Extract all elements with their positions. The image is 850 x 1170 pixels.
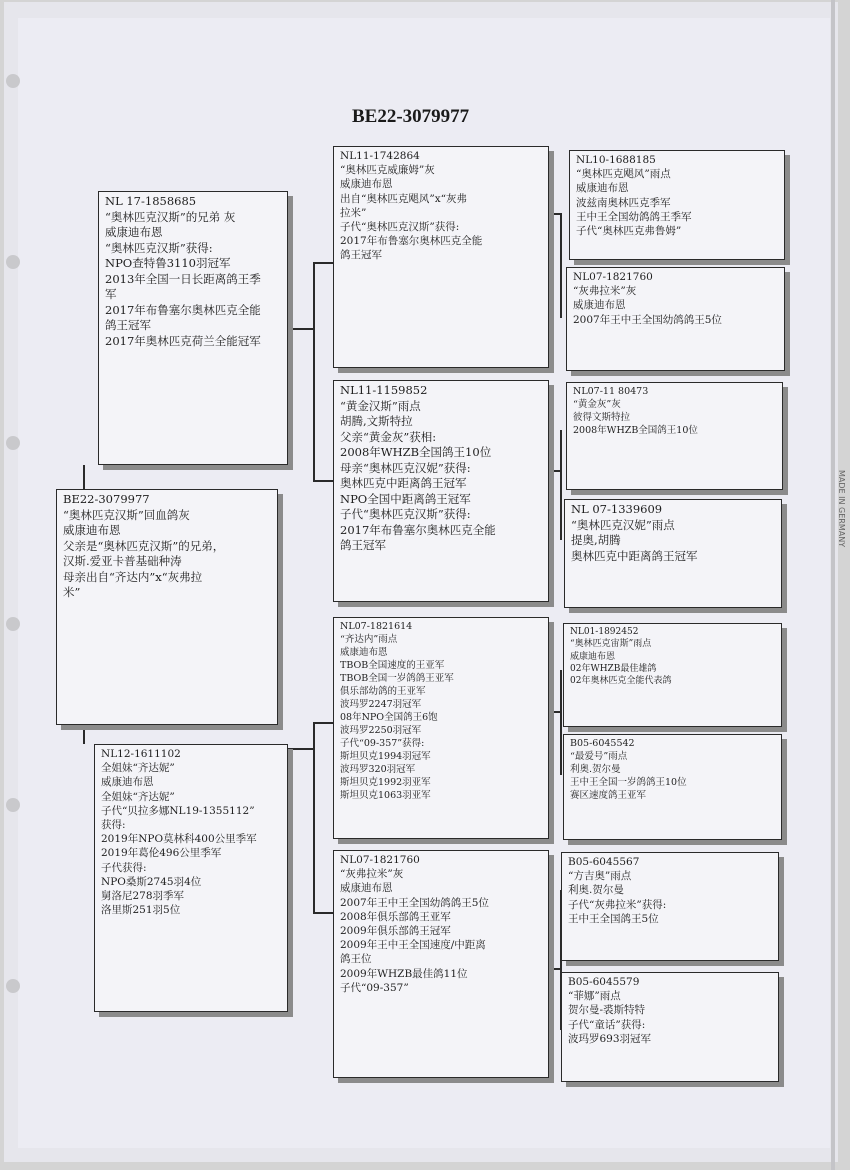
pedigree-line: 2017年奥林匹克荷兰全能冠军	[105, 333, 261, 348]
subject-ring: BE22-3079977	[63, 492, 150, 506]
pedigree-line: 2007年王中王全国幼鸽鸽王5位	[573, 313, 722, 326]
dam-ring: NL12-1611102	[101, 748, 181, 760]
pedigree-line: 威康迪布恩	[63, 523, 121, 537]
binder-hole	[6, 617, 20, 631]
sdd-ring: NL 07-1339609	[571, 502, 663, 516]
connector-line	[549, 711, 560, 713]
pedigree-line: 2019年NPO莫林科400公里季军	[101, 833, 257, 846]
pedigree-line: 王中王全国幼鸽鸽王季军	[576, 210, 692, 223]
sdd-card	[564, 499, 782, 608]
pedigree-line: “奥林匹克飓风”雨点	[576, 168, 671, 181]
pedigree-line: 米”	[63, 585, 81, 599]
pedigree-line: 子代“贝拉多娜NL19-1355112”	[101, 804, 255, 817]
connector-line	[549, 470, 560, 472]
pedigree-line: NPO全国中距离鸽王冠军	[340, 491, 471, 506]
pedigree-line: 2008年WHZB全国鸽王10位	[573, 425, 698, 436]
pedigree-line: “奥林匹克汉妮”雨点	[571, 517, 675, 532]
sds-card	[566, 382, 783, 490]
pedigree-line: 利奥.贺尔曼	[570, 764, 621, 775]
pedigree-line: 斯坦贝克1063羽亚军	[340, 790, 431, 801]
binder-holes	[0, 0, 30, 1170]
pedigree-line: 王中王全国鸽王5位	[568, 912, 659, 925]
pedigree-line: 子代“奥林匹克弗鲁姆”	[576, 225, 682, 238]
pedigree-line: 子代“奥林匹克汉斯”获得:	[340, 507, 471, 521]
sss-card	[569, 150, 785, 260]
dds-ring: B05-6045567	[568, 856, 640, 868]
sds-ring: NL07-11 80473	[573, 386, 649, 397]
connector-line	[313, 262, 333, 264]
pedigree-line: 2013年全国一日长距离鸽王季	[105, 271, 261, 286]
connector-line	[313, 262, 315, 482]
binder-hole	[6, 74, 20, 88]
pedigree-line: “奥林匹克汉斯”获得:	[105, 240, 213, 255]
pedigree-line: 军	[105, 287, 117, 301]
pedigree-line: 2009年俱乐部鸽王冠军	[340, 925, 451, 938]
pedigree-line: 父亲是“奥林匹克汉斯”的兄弟，	[63, 538, 225, 553]
binder-hole	[6, 255, 20, 269]
dam-card	[94, 744, 288, 1012]
pedigree-line: “黄金汉斯”雨点	[340, 398, 421, 413]
sire-card	[98, 191, 288, 465]
pedigree-line: 2017年布鲁塞尔奥林匹克全能	[340, 522, 496, 537]
pedigree-line: 2008年WHZB全国鸽王10位	[340, 445, 492, 459]
connector-line	[313, 480, 333, 482]
ssd-ring: NL07-1821760	[573, 271, 653, 283]
pedigree-line: 汉斯.爱亚卡普基础种涛	[63, 554, 182, 568]
pedigree-line: “方吉奥”雨点	[568, 870, 632, 883]
pedigree-line: 波兹南奥林匹克季军	[576, 196, 671, 209]
pedigree-line: 子代“09-357”	[340, 981, 409, 994]
pedigree-title: BE22-3079977	[352, 106, 470, 127]
connector-line	[549, 968, 560, 970]
pedigree-line: 奥林匹克中距离鸽王冠军	[571, 548, 698, 563]
pedigree-line: 拉米”	[340, 206, 367, 219]
connector-line	[288, 328, 313, 330]
pedigree-line: 鸽王冠军	[340, 538, 386, 552]
dam-sire-ring: NL07-1821614	[340, 621, 413, 632]
connector-line	[313, 722, 333, 724]
pedigree-line: 俱乐部幼鸽的王亚军	[340, 686, 426, 697]
pedigree-line: “奥林匹克宙斯”雨点	[570, 639, 652, 650]
pedigree-line: 波玛罗2247羽冠军	[340, 699, 422, 710]
pedigree-line: 获得:	[101, 819, 126, 832]
pedigree-line: NPO查特鲁3110羽冠军	[105, 256, 231, 270]
pedigree-line: 利奥.贺尔曼	[568, 884, 624, 897]
connector-line	[83, 465, 85, 489]
pedigree-line: 舅洛尼278羽季军	[101, 890, 185, 903]
ddd-card	[561, 972, 779, 1082]
pedigree-line: 波玛罗2250羽冠军	[340, 725, 422, 736]
pedigree-line: 王中王全国一岁鸽鸽王10位	[570, 777, 687, 788]
pedigree-line: “奥林匹克汉斯”的兄弟 灰	[105, 209, 236, 224]
binder-hole	[6, 798, 20, 812]
pedigree-line: NPO桑斯2745羽4位	[101, 875, 202, 888]
pedigree-line: 2017年布鲁塞尔奥林匹克全能	[340, 235, 483, 248]
pedigree-line: 08年NPO全国鸽王6饱	[340, 712, 438, 723]
sire-sire-ring: NL11-1742864	[340, 150, 420, 162]
pedigree-line: 子代获得:	[101, 861, 147, 874]
pedigree-line: 奥林匹克中距离鸽王冠军	[340, 476, 467, 490]
pedigree-line: 威康迪布恩	[576, 182, 629, 195]
pedigree-line: 全姐妹“齐达妮”	[101, 762, 175, 775]
pedigree-line: 2008年俱乐部鸽王亚军	[340, 910, 451, 923]
dam-sire-card	[333, 617, 549, 839]
connector-line	[313, 912, 333, 914]
dss-ring: NL01-1892452	[570, 627, 639, 637]
pedigree-line: 威康迪布恩	[101, 776, 154, 789]
pedigree-line: 鸽王冠军	[105, 318, 151, 332]
sire-dam-card	[333, 380, 549, 602]
pedigree-line: 出自“奥林匹克飓风”x“灰弗	[340, 192, 468, 205]
connector-line	[288, 748, 313, 750]
pedigree-line: 2009年王中王全国速度/中距离	[340, 939, 486, 952]
pedigree-line: 波玛罗693羽冠军	[568, 1032, 652, 1045]
pedigree-line: 贺尔曼-裘斯特特	[568, 1004, 646, 1017]
pedigree-line: 母亲“奥林匹克汉妮”获得:	[340, 460, 471, 475]
pedigree-line: “灰弗拉米”灰	[573, 285, 637, 298]
pedigree-line: 2007年王中王全国幼鸽鸽王5位	[340, 896, 489, 909]
pedigree-line: “黄金灰”灰	[573, 399, 621, 410]
pedigree-line: 威康迪布恩	[105, 225, 163, 239]
ddd-ring: B05-6045579	[568, 976, 640, 988]
pedigree-line: TBOB全国速度的王亚军	[340, 660, 445, 671]
pedigree-line: 威康迪布恩	[340, 882, 393, 895]
connector-line	[560, 430, 562, 540]
pedigree-line: 子代“灰弗拉米”获得:	[568, 898, 667, 911]
pedigree-line: 洛里斯251羽5位	[101, 904, 181, 917]
sire-ring: NL 17-1858685	[105, 194, 197, 208]
pedigree-line: 斯坦贝克1992羽亚军	[340, 777, 431, 788]
binder-hole	[6, 436, 20, 450]
pedigree-line: 子代“童话”获得:	[568, 1018, 646, 1031]
pedigree-line: 威康迪布恩	[340, 647, 388, 658]
pedigree-line: 威康迪布恩	[340, 178, 393, 191]
pedigree-line: 鸽王位	[340, 953, 372, 966]
binder-hole	[6, 979, 20, 993]
dss-card	[563, 623, 782, 727]
connector-line	[549, 213, 560, 215]
pedigree-line: 02年WHZB最佳雄鸽	[570, 663, 657, 674]
pedigree-line: “最爱号”雨点	[570, 751, 628, 762]
pedigree-line: 子代“09-357”获得:	[340, 738, 425, 749]
pedigree-line: 2017年布鲁塞尔奥林匹克全能	[105, 302, 261, 317]
pedigree-line: “奥林匹克威廉姆”灰	[340, 164, 435, 177]
side-imprint: MADE IN GERMANY	[837, 470, 846, 548]
pedigree-line: 威康迪布恩	[573, 299, 626, 312]
pedigree-line: 父亲“黄金灰”获相:	[340, 429, 437, 444]
dam-dam-card	[333, 850, 549, 1078]
pedigree-line: 子代“奥林匹克汉斯”获得:	[340, 221, 460, 234]
ssd-card	[566, 267, 785, 371]
pedigree-line: “灰弗拉米”灰	[340, 868, 404, 881]
pedigree-line: 2019年葛伦496公里季军	[101, 847, 222, 860]
sire-sire-card	[333, 146, 549, 368]
connector-line	[83, 725, 85, 744]
connector-line	[560, 213, 562, 318]
connector-line	[313, 722, 315, 914]
pedigree-line: TBOB全国一岁鸽鸽王亚军	[340, 673, 454, 684]
dsd-card	[563, 734, 782, 840]
pedigree-line: 波玛罗320羽冠军	[340, 764, 416, 775]
pedigree-line: 02年奥林匹克全能代表鸽	[570, 676, 672, 687]
pedigree-line: 母亲出自“齐达内”x“灰弗拉	[63, 569, 203, 584]
pedigree-line: 胡腾,文斯特拉	[340, 414, 413, 428]
pedigree-line: 鸽王冠军	[340, 249, 382, 262]
dsd-ring: B05-6045542	[570, 738, 635, 749]
subject-card	[56, 489, 278, 725]
pedigree-line: 斯坦贝克1994羽冠军	[340, 751, 431, 762]
pedigree-line: 2009年WHZB最佳鸽11位	[340, 967, 468, 980]
pedigree-line: 提奥,胡腾	[571, 533, 621, 547]
dam-dam-ring: NL07-1821760	[340, 854, 420, 866]
pedigree-line: “菲娜”雨点	[568, 990, 621, 1003]
pedigree-line: 威康迪布恩	[570, 651, 616, 662]
pedigree-line: “奥林匹克汉斯”回血鸽灰	[63, 507, 190, 522]
pedigree-line: 全姐妹“齐达妮”	[101, 790, 175, 803]
dds-card	[561, 852, 779, 961]
sire-dam-ring: NL11-1159852	[340, 383, 428, 397]
sss-ring: NL10-1688185	[576, 154, 656, 166]
pedigree-line: 彼得文斯特拉	[573, 412, 631, 423]
pedigree-line: 赛区速度鸽王亚军	[570, 790, 647, 801]
connector-line	[560, 670, 562, 775]
pedigree-line: “齐达内”雨点	[340, 634, 398, 645]
sleeve-edge	[831, 0, 835, 1170]
